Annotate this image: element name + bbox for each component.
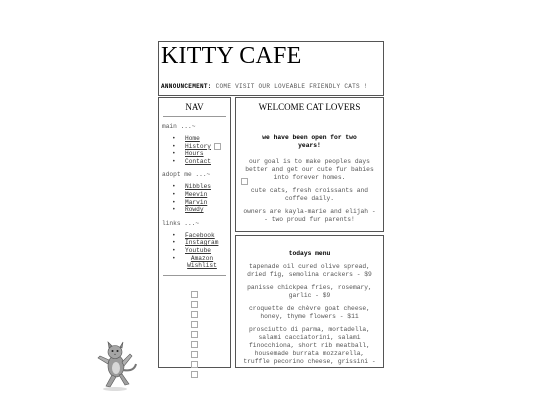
nav-link-facebook[interactable]: Facebook (185, 231, 215, 239)
broken-image-icon (191, 371, 198, 378)
nav-link-home[interactable]: Home (185, 135, 200, 142)
nav-item-rowdy[interactable] (159, 206, 230, 214)
main-group-label: main ...~ (162, 123, 196, 130)
menu-item: panisse chickpea fries, rosemary, garlic - $9 (247, 284, 372, 299)
header-box (158, 41, 384, 96)
nav-item-nibbles[interactable] (159, 183, 230, 191)
nav-title: NAV (185, 102, 204, 112)
welcome-panel (235, 97, 384, 232)
cat-illustration (98, 342, 136, 387)
nav-link-contact[interactable]: Contact (185, 157, 211, 165)
dancing-cat-image (92, 340, 138, 392)
broken-image-icon (191, 311, 198, 318)
nav-link-rowdy[interactable]: Rowdy (185, 206, 204, 214)
broken-image-icon (191, 331, 198, 338)
nav-link-nibbles[interactable]: Nibbles (185, 183, 211, 191)
nav-panel (158, 97, 231, 368)
broken-image-icon (191, 321, 198, 328)
broken-image-icon (191, 361, 198, 368)
social-links (159, 232, 230, 270)
menu-panel (235, 235, 384, 368)
links-group-label: links ...~ (162, 219, 200, 227)
broken-image-icon (191, 301, 198, 308)
image-column (191, 288, 198, 378)
nav-link-amazon-wishlist[interactable]: Amazon Wishlist (187, 254, 217, 270)
nav-item-youtube[interactable] (159, 247, 230, 255)
welcome-line-3: cute cats, fresh croissants and coffee daily. (250, 187, 369, 202)
main-links (159, 135, 230, 165)
welcome-line-1: we have been open for two years! (262, 134, 357, 149)
broken-image-icon (241, 178, 248, 185)
broken-image-icon (191, 341, 198, 348)
nav-item-facebook[interactable] (159, 232, 230, 240)
nav-link-youtube[interactable]: Youtube (185, 246, 211, 254)
broken-image-icon (191, 291, 198, 298)
nav-link-meevin[interactable]: Meevin (185, 190, 208, 198)
nav-item-meevin[interactable] (159, 191, 230, 199)
announcement-label: ANNOUNCEMENT: (161, 83, 212, 90)
nav-item-hours[interactable] (159, 150, 230, 158)
menu-item: croquette de chèvre goat cheese, honey, thyme flowers - $11 (249, 305, 370, 320)
nav-link-history[interactable]: History (185, 142, 211, 150)
nav-link-marvin[interactable]: Marvin (185, 198, 208, 206)
nav-item-marvin[interactable] (159, 199, 230, 207)
nav-item-amazon-wishlist[interactable] (159, 255, 230, 270)
broken-image-icon (191, 351, 198, 358)
announcement-text: COME VISIT OUR LOVEABLE FRIENDLY CATS ! (211, 83, 368, 90)
nav-item-home[interactable] (159, 135, 230, 143)
menu-title: todays menu (288, 250, 331, 257)
welcome-line-2: our goal is to make peoples days better and get our cute fur babies into forever homes. (245, 158, 374, 181)
welcome-line-4: owners are kayla-marie and elijah -- two proud fur parents! (243, 208, 376, 223)
nav-link-hours[interactable]: Hours (185, 150, 204, 158)
nav-item-history[interactable] (159, 143, 230, 151)
welcome-title: WELCOME CAT LOVERS (258, 102, 361, 112)
announcement (161, 83, 368, 90)
adopt-group-label: adopt me ...~ (162, 171, 211, 179)
site-title: KITTY CAFE (161, 43, 302, 69)
nav-link-instagram[interactable]: Instagram (185, 239, 219, 247)
menu-item: prosciutto di parma, mortadella, salami cacciatorini, salami finocchiona, short rib meatball, housemade burrata mozzarella, truffle pecorino cheese, grissini - (243, 326, 376, 365)
divider (163, 116, 226, 117)
nav-item-instagram[interactable] (159, 239, 230, 247)
broken-image-icon (214, 143, 221, 150)
adopt-links (159, 183, 230, 213)
nav-item-contact[interactable] (159, 158, 230, 166)
divider (163, 275, 226, 276)
menu-item: tapenade oil cured olive spread, dried fig, semolina crackers - $9 (247, 263, 372, 278)
